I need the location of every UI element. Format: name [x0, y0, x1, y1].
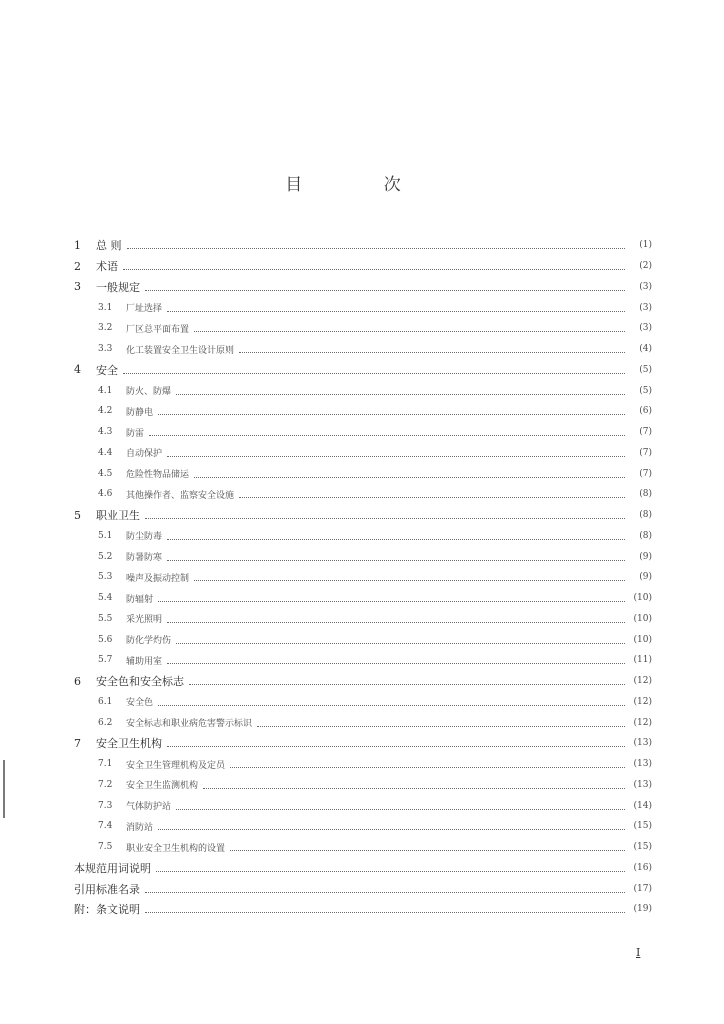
toc-entry-label: 本规范用词说明 [74, 861, 151, 875]
dot-leader [167, 455, 625, 457]
toc-entry-number: 4.6 [98, 489, 113, 500]
toc-entry-page: (12) [633, 696, 652, 707]
toc-subsection-entry [74, 484, 652, 505]
toc-entry-page: (10) [633, 634, 652, 645]
toc-entry-label: 自动保护 [126, 449, 163, 460]
scan-edge-mark [3, 760, 5, 818]
toc-entry-label: 总 则 [96, 239, 122, 253]
toc-entry-page: (17) [633, 883, 652, 894]
toc-entry-label: 安全 [96, 363, 118, 377]
dot-leader [145, 891, 625, 893]
toc-subsection-entry [74, 422, 652, 443]
toc-entry-label: 采光照明 [126, 615, 163, 626]
toc-subsection-entry [74, 754, 652, 775]
toc-subsection-entry [74, 318, 652, 339]
toc-entry-label: 噪声及振动控制 [126, 573, 190, 584]
toc-entry-label: 防雷 [126, 428, 145, 439]
dot-leader [145, 911, 625, 913]
toc-entry-number: 5.4 [98, 593, 113, 604]
toc-entry-page: (13) [633, 759, 652, 770]
toc-entry-number: 3.3 [98, 344, 113, 355]
toc-entry-number: 6.2 [98, 717, 113, 728]
toc-entry-number: 7.4 [98, 821, 113, 832]
toc-subsection-entry [74, 401, 652, 422]
toc-entry-label: 术语 [96, 260, 118, 274]
toc-entry-label: 安全标志和职业病危害警示标识 [126, 719, 253, 730]
toc-entry-page: (8) [639, 530, 652, 541]
toc-entry-label: 危险性物品储运 [126, 470, 190, 481]
toc-entry-label: 辅助用室 [126, 656, 163, 667]
toc-entry-number: 7.3 [98, 800, 113, 811]
toc-entry-label: 防火、防爆 [126, 387, 172, 398]
toc-entry-page: (16) [633, 862, 652, 873]
toc-appendix-entry [74, 878, 652, 899]
dot-leader [158, 828, 625, 830]
dot-leader [194, 330, 625, 332]
toc-subsection-entry [74, 463, 652, 484]
toc-section-entry [74, 733, 652, 754]
dot-leader [257, 725, 625, 727]
toc-entry-label: 防暑防寒 [126, 553, 163, 564]
toc-entry-number: 1 [74, 238, 81, 252]
dot-leader [176, 393, 625, 395]
toc-entry-number: 4.5 [98, 468, 113, 479]
toc-entry-label: 厂区总平面布置 [126, 324, 190, 335]
toc-entry-page: (10) [633, 613, 652, 624]
toc-subsection-entry [74, 692, 652, 713]
toc-entry-number: 2 [74, 259, 81, 273]
toc-subsection-entry [74, 775, 652, 796]
toc-entry-number: 3.2 [98, 323, 113, 334]
toc-entry-number: 5.1 [98, 530, 113, 541]
toc-entry-label: 防化学灼伤 [126, 636, 172, 647]
toc-subsection-entry [74, 650, 652, 671]
toc-entry-label: 一般规定 [96, 280, 140, 294]
dot-leader [123, 268, 625, 270]
toc-subsection-entry [74, 526, 652, 547]
toc-subsection-entry [74, 567, 652, 588]
toc-entry-label: 职业安全卫生机构的设置 [126, 843, 226, 854]
dot-leader [145, 289, 625, 291]
dot-leader [203, 787, 625, 789]
dot-leader [145, 517, 625, 519]
dot-leader [189, 683, 625, 685]
toc-entry-page: (7) [639, 468, 652, 479]
toc-entry-page: (3) [639, 281, 652, 292]
toc-entry-page: (15) [633, 842, 652, 853]
toc-section-entry [74, 505, 652, 526]
dot-leader [167, 621, 625, 623]
dot-leader [239, 351, 625, 353]
toc-entry-number: 5.3 [98, 572, 113, 583]
toc-entry-number: 4.3 [98, 427, 113, 438]
toc-subsection-entry [74, 546, 652, 567]
dot-leader [176, 642, 625, 644]
dot-leader [176, 808, 625, 810]
table-of-contents [74, 235, 652, 920]
toc-entry-page: (7) [639, 447, 652, 458]
toc-entry-page: (15) [633, 821, 652, 832]
toc-entry-number: 4.2 [98, 406, 113, 417]
toc-entry-label: 防静电 [126, 407, 154, 418]
dot-leader [194, 579, 625, 581]
toc-entry-label: 化工装置安全卫生设计原则 [126, 345, 235, 356]
toc-entry-label: 安全色和安全标志 [96, 675, 184, 689]
toc-entry-number: 4.1 [98, 385, 113, 396]
toc-entry-number: 5.6 [98, 634, 113, 645]
dot-leader [149, 434, 625, 436]
toc-entry-page: (9) [639, 551, 652, 562]
dot-leader [156, 870, 625, 872]
toc-entry-label: 其他操作者、监察安全设施 [126, 490, 235, 501]
toc-entry-number: 7.2 [98, 779, 113, 790]
toc-entry-number: 6 [74, 674, 81, 688]
toc-entry-number: 3.1 [98, 302, 113, 313]
toc-subsection-entry [74, 297, 652, 318]
dot-leader [158, 704, 625, 706]
dot-leader [230, 766, 625, 768]
toc-entry-label: 防尘防毒 [126, 532, 163, 543]
toc-entry-page: (12) [633, 676, 652, 687]
toc-subsection-entry [74, 609, 652, 630]
toc-subsection-entry [74, 588, 652, 609]
page-number: I [636, 946, 641, 959]
toc-subsection-entry [74, 795, 652, 816]
toc-section-entry [74, 671, 652, 692]
toc-entry-number: 5.7 [98, 655, 113, 666]
toc-entry-page: (5) [639, 364, 652, 375]
dot-leader [194, 476, 625, 478]
toc-entry-number: 3 [74, 280, 81, 294]
toc-entry-label: 厂址选择 [126, 304, 163, 315]
toc-subsection-entry [74, 816, 652, 837]
toc-entry-label: 引用标准名录 [74, 882, 140, 896]
dot-leader [167, 559, 625, 561]
toc-entry-page: (1) [639, 240, 652, 251]
toc-subsection-entry [74, 339, 652, 360]
toc-entry-label: 消防站 [126, 822, 154, 833]
toc-entry-page: (13) [633, 738, 652, 749]
dot-leader [239, 496, 625, 498]
toc-entry-page: (13) [633, 779, 652, 790]
toc-entry-label: 安全卫生监测机构 [126, 781, 199, 792]
toc-entry-page: (3) [639, 302, 652, 313]
toc-section-entry [74, 360, 652, 381]
toc-entry-page: (6) [639, 406, 652, 417]
toc-entry-page: (5) [639, 385, 652, 396]
toc-subsection-entry [74, 629, 652, 650]
toc-entry-page: (14) [633, 800, 652, 811]
dot-leader [158, 413, 625, 415]
toc-entry-page: (10) [633, 593, 652, 604]
dot-leader [167, 745, 625, 747]
toc-appendix-entry [74, 858, 652, 879]
toc-entry-page: (3) [639, 323, 652, 334]
toc-section-entry [74, 235, 652, 256]
dot-leader [127, 247, 626, 249]
toc-entry-page: (11) [633, 655, 652, 666]
toc-subsection-entry [74, 443, 652, 464]
toc-section-entry [74, 277, 652, 298]
toc-appendix-entry [74, 899, 652, 920]
toc-subsection-entry [74, 380, 652, 401]
toc-subsection-entry [74, 837, 652, 858]
toc-entry-page: (12) [633, 717, 652, 728]
toc-entry-number: 6.1 [98, 696, 113, 707]
toc-entry-number: 4 [74, 363, 81, 377]
toc-entry-number: 5.2 [98, 551, 113, 562]
dot-leader [158, 600, 625, 602]
toc-entry-page: (4) [639, 344, 652, 355]
toc-entry-page: (8) [639, 510, 652, 521]
toc-entry-number: 4.4 [98, 447, 113, 458]
toc-entry-number: 5 [74, 508, 81, 522]
toc-entry-number: 7.5 [98, 842, 113, 853]
toc-entry-label: 职业卫生 [96, 509, 140, 523]
toc-entry-page: (8) [639, 489, 652, 500]
toc-entry-page: (19) [633, 904, 652, 915]
toc-entry-label: 安全色 [126, 698, 154, 709]
toc-entry-label: 安全卫生机构 [96, 737, 162, 751]
dot-leader [123, 372, 625, 374]
dot-leader [230, 849, 625, 851]
page-title: 目 次 [285, 175, 439, 195]
dot-leader [167, 310, 625, 312]
toc-entry-label: 安全卫生管理机构及定员 [126, 760, 226, 771]
toc-entry-label: 附：条文说明 [74, 903, 140, 917]
toc-entry-number: 5.5 [98, 613, 113, 624]
toc-entry-number: 7 [74, 736, 81, 750]
dot-leader [167, 662, 625, 664]
toc-entry-page: (2) [639, 261, 652, 272]
toc-subsection-entry [74, 712, 652, 733]
toc-entry-label: 防辐射 [126, 594, 154, 605]
toc-entry-page: (9) [639, 572, 652, 583]
toc-entry-page: (7) [639, 427, 652, 438]
toc-section-entry [74, 256, 652, 277]
toc-entry-number: 7.1 [98, 759, 113, 770]
dot-leader [167, 538, 625, 540]
toc-entry-label: 气体防护站 [126, 802, 172, 813]
